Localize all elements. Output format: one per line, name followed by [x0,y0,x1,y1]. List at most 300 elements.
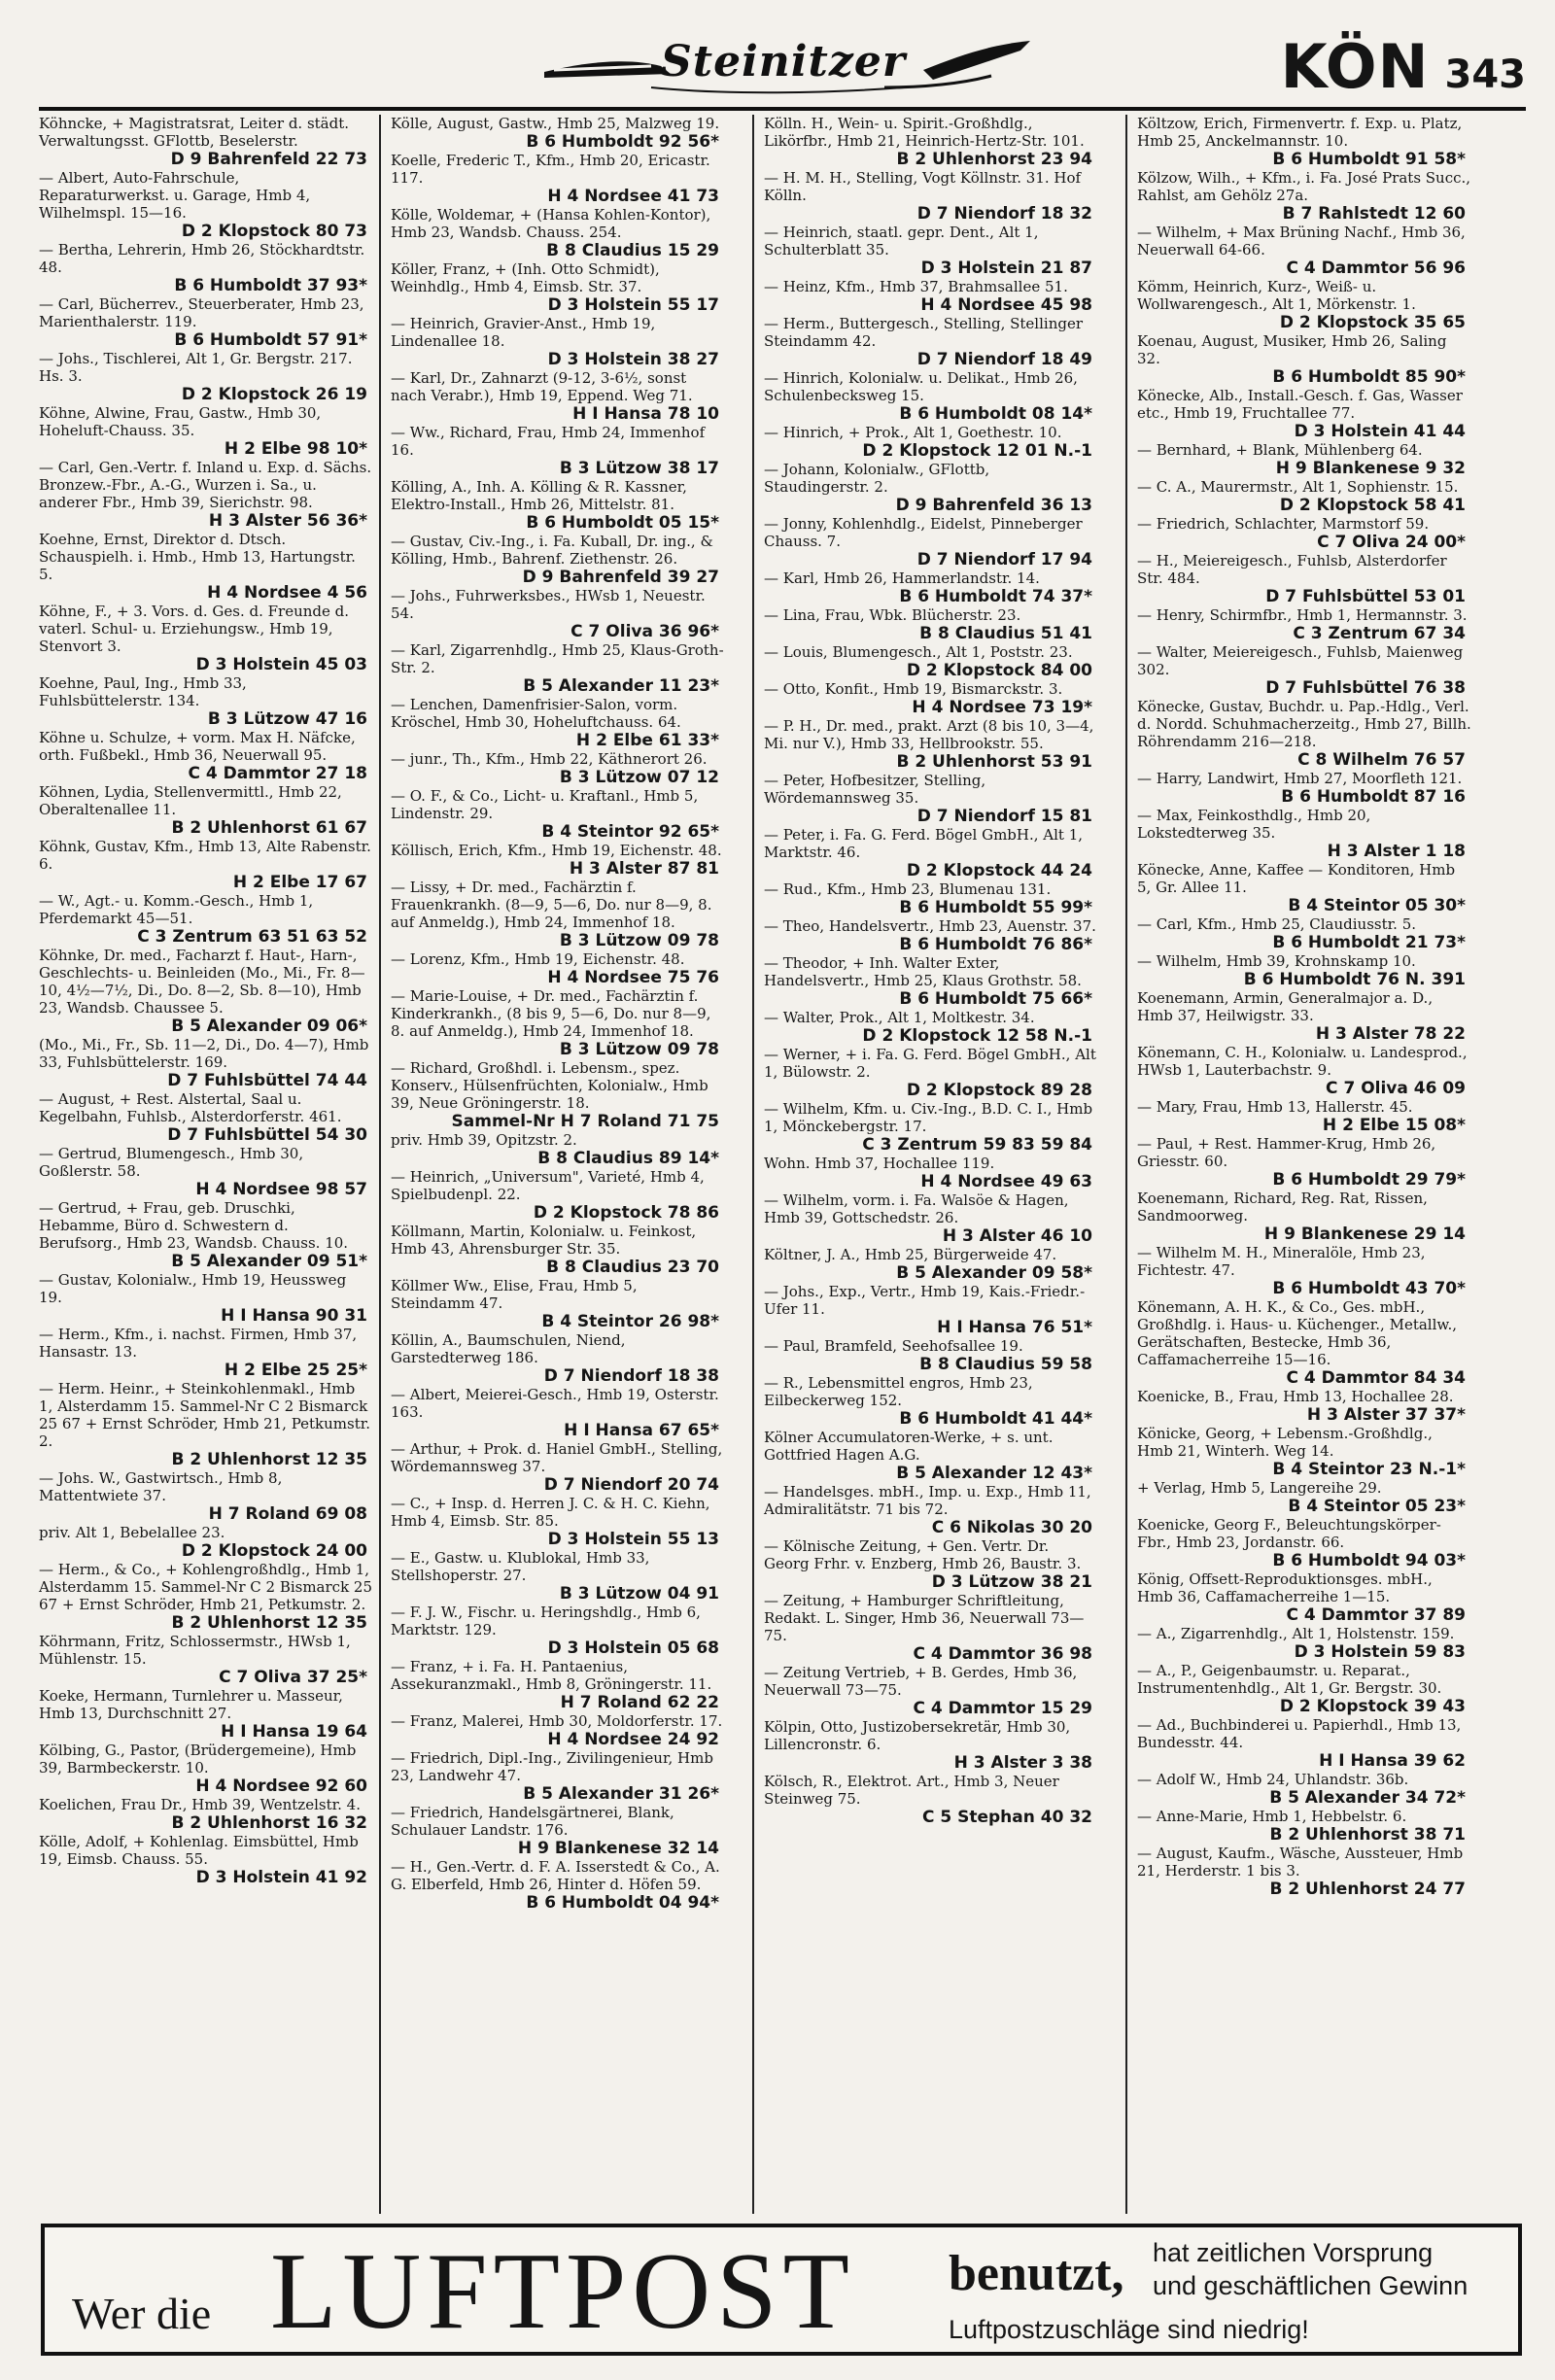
entry-text: Koenau, August, Musiker, Hmb 26, Saling 32. [1137,332,1447,367]
entry-telephone: D 3 Lützow 38 21 [931,1572,1092,1592]
entry-telephone: B 6 Humboldt 57 91* [174,330,367,350]
entry-text: Köllin, A., Baumschulen, Niend, Garstedterweg 186. [391,1331,626,1366]
entry-text: Köllmer Ww., Elise, Frau, Hmb 5, Steindamm 47. [391,1277,638,1312]
entry-text: — Walter, Prok., Alt 1, Moltkestr. 34. [764,1009,1035,1026]
entry-telephone: C 3 Zentrum 59 83 59 84 [862,1135,1092,1155]
entry-text: — Johs., Exp., Vertr., Hmb 19, Kais.-Friedr.-Ufer 11. [764,1283,1086,1318]
directory-entry [31,169,373,241]
entry-telephone: D 3 Holstein 41 44 [1294,422,1466,441]
entry-text: Köhnke, Dr. med., Facharzt f. Haut-, Harn-, Geschlechts- u. Beinleiden (Mo., Mi., Fr. 8—10, 4½—7½, Di., Do. 8—2, Sb. 8—10), Hmb 23, Wandsb. Chaussee 5. [39,947,365,1017]
directory-entry [383,1386,725,1440]
header-rule [39,107,1526,111]
directory-entry [383,1059,725,1131]
entry-text: Koelichen, Frau Dr., Hmb 39, Wentzelstr. 4. [39,1796,361,1813]
entry-text: — W., Agt.- u. Komm.-Gesch., Hmb 1, Pferdemarkt 45—51. [39,892,314,927]
entry-text: Köhncke, + Magistratsrat, Leiter d. städt. Verwaltungsst. GFlottb, Beselerstr. [39,115,350,150]
entry-telephone: D 2 Klopstock 80 73 [181,222,367,241]
entry-telephone: H 3 Alster 46 10 [942,1226,1092,1246]
entry-text: — Carl, Kfm., Hmb 25, Claudiusstr. 5. [1137,915,1417,933]
directory-entry [1129,1716,1471,1771]
entry-text: Köllisch, Erich, Kfm., Hmb 19, Eichenstr. 48. [391,842,722,859]
directory-entry [756,224,1098,278]
directory-entry [31,459,373,531]
entry-telephone: H 3 Alster 56 36* [208,511,367,531]
entry-telephone: D 9 Bahrenfeld 22 73 [170,150,367,169]
directory-entry [756,169,1098,224]
entry-telephone: B 6 Humboldt 05 15* [526,513,719,533]
directory-entry [1129,1135,1471,1190]
entry-telephone: D 9 Bahrenfeld 36 13 [895,496,1092,515]
entry-text: — junr., Th., Kfm., Hmb 22, Käthnerort 26. [391,750,708,768]
entry-text: — Peter, i. Fa. G. Ferd. Bögel GmbH., Alt 1, Marktstr. 46. [764,826,1084,861]
entry-telephone: B 4 Steintor 05 30* [1288,896,1466,915]
entry-telephone: D 3 Holstein 45 03 [195,655,367,674]
directory-entry [756,315,1098,369]
entry-telephone: D 2 Klopstock 26 19 [181,385,367,404]
entry-telephone: H 2 Elbe 98 10* [224,439,367,459]
entry-telephone: B 5 Alexander 09 58* [896,1263,1092,1283]
entry-telephone: B 6 Humboldt 94 03* [1272,1551,1466,1570]
entry-telephone: Sammel-Nr H 7 Roland 71 75 [451,1112,719,1131]
directory-entry [31,947,373,1036]
entry-text: Wohn. Hmb 37, Hochallee 119. [764,1155,995,1172]
entry-telephone: C 4 Dammtor 56 96 [1286,259,1466,278]
entry-text: — Paul, Bramfeld, Seehofsallee 19. [764,1337,1023,1355]
entry-text: — P. H., Dr. med., prakt. Arzt (8 bis 10, 3—4, Mi. nur V.), Hmb 33, Hellbrookstr. 55. [764,717,1094,752]
directory-entry [1129,224,1471,278]
entry-text: — Lenchen, Damenfrisier-Salon, vorm. Kröschel, Hmb 30, Hoheluftchauss. 64. [391,696,681,731]
directory-entry [1129,1845,1471,1899]
entry-text: Koenicke, B., Frau, Hmb 13, Hochallee 28. [1137,1388,1454,1405]
directory-entry [756,1009,1098,1046]
directory-entry [756,1429,1098,1483]
directory-entry [31,1796,373,1833]
entry-telephone: H 2 Elbe 17 67 [232,873,367,892]
ad-line-2: und geschäftlichen Gewinn [1153,2271,1469,2300]
entry-telephone: H I Hansa 67 65* [564,1421,719,1440]
entry-telephone: D 7 Fuhlsbüttel 76 38 [1265,678,1466,698]
entry-telephone: B 6 Humboldt 76 N. 391 [1243,970,1466,989]
entry-telephone: B 4 Steintor 26 98* [541,1312,719,1331]
entry-telephone: B 5 Alexander 09 06* [171,1017,367,1036]
entry-telephone: H I Hansa 39 62 [1319,1751,1466,1771]
directory-entry [756,643,1098,680]
directory-entry [383,1168,725,1223]
entry-telephone: C 4 Dammtor 27 18 [188,764,367,783]
entry-telephone: B 6 Humboldt 85 90* [1272,367,1466,387]
ad-line-1: hat zeitlichen Vorsprung [1153,2238,1434,2267]
column-4 [1129,115,1471,2214]
entry-telephone: B 6 Humboldt 29 79* [1272,1170,1466,1190]
directory-entry [756,772,1098,826]
entry-telephone: D 2 Klopstock 44 24 [906,861,1092,880]
entry-text: — Lissy, + Dr. med., Fachärztin f. Frauenkrankh. (8—9, 5—6, Do. nur 8—9, 8. auf Anmeldg.), Hmb 24, Immenhof 18. [391,879,712,931]
entry-text: Könecke, Gustav, Buchdr. u. Pap.-Hdlg., Verl. d. Nordd. Schuhmacherzeitg., Hmb 27, Billh. Röhrendamm 216—218. [1137,698,1471,750]
entry-text: — Wilhelm M. H., Mineralöle, Hmb 23, Fichtestr. 47. [1137,1244,1426,1279]
entry-text: Köhnk, Gustav, Kfm., Hmb 13, Alte Rabenstr. 6. [39,838,371,873]
directory-entry [383,369,725,424]
entry-text: (Mo., Mi., Fr., Sb. 11—2, Di., Do. 4—7), Hmb 33, Fuhlsbüttelerstr. 169. [39,1036,369,1071]
column-2 [383,115,725,2214]
entry-telephone: C 7 Oliva 36 96* [570,622,719,641]
entry-text: — August, Kaufm., Wäsche, Aussteuer, Hmb 21, Herderstr. 1 bis 3. [1137,1845,1464,1880]
directory-entry [31,1561,373,1633]
entry-telephone: C 4 Dammtor 15 29 [913,1699,1092,1718]
entry-telephone: C 7 Oliva 37 25* [219,1668,367,1687]
entry-telephone: H I Hansa 76 51* [937,1318,1092,1337]
entry-telephone: B 5 Alexander 11 23* [523,676,719,696]
entry-telephone: H I Hansa 90 31 [221,1306,367,1326]
entry-text: — Arthur, + Prok. d. Haniel GmbH., Stelling, Wördemannsweg 37. [391,1440,723,1475]
entry-text: — Johann, Kolonialw., GFlottb, Staudingerstr. 2. [764,461,990,496]
entry-text: — Richard, Großhdl. i. Lebensm., spez. Konserv., Hülsenfrüchten, Kolonialw., Hmb 39, Neue Gröningerstr. 18. [391,1059,708,1112]
directory-entry [31,531,373,603]
directory-entry [1129,698,1471,770]
directory-entry [31,1633,373,1687]
directory-entry [756,1374,1098,1429]
entry-text: Köhne, Alwine, Frau, Gastw., Hmb 30, Hoheluft-Chauss. 35. [39,404,322,439]
entry-text: Kölln. H., Wein- u. Spirit.-Großhdlg., Likörfbr., Hmb 21, Heinrich-Hertz-Str. 101. [764,115,1085,150]
entry-text: — H., Meiereigesch., Fuhlsb, Alsterdorfer Str. 484. [1137,552,1447,587]
directory-entry [756,1664,1098,1718]
entry-text: Kölling, A., Inh. A. Kölling & R. Kassner, Elektro-Install., Hmb 26, Mittelstr. 81. [391,478,687,513]
luftpost-advertisement [41,2224,1522,2356]
entry-telephone: H 4 Nordsee 98 57 [195,1180,367,1199]
directory-entry [31,1271,373,1326]
entry-telephone: D 7 Niendorf 17 94 [916,550,1092,569]
directory-entry [31,892,373,947]
entry-text: — Gustav, Civ.-Ing., i. Fa. Kuball, Dr. ing., & Kölling, Hmb., Bahrenf. Ziethenstr. 26. [391,533,713,568]
entry-telephone: B 8 Claudius 89 14* [537,1149,719,1168]
entry-text: — H., Gen.-Vertr. d. F. A. Isserstedt & Co., A. G. Elberfeld, Hmb 26, Hinter d. Höfen 59. [391,1858,720,1893]
entry-text: — Wilhelm, + Max Brüning Nachf., Hmb 36, Neuerwall 64-66. [1137,224,1466,259]
directory-entry [383,750,725,787]
directory-entry [1129,387,1471,441]
entry-text: priv. Hmb 39, Opitzstr. 2. [391,1131,577,1149]
entry-text: Kömm, Heinrich, Kurz-, Weiß- u. Wollwarengesch., Alt 1, Mörkenstr. 1. [1137,278,1416,313]
entry-telephone: D 7 Fuhlsbüttel 54 30 [167,1125,367,1145]
entry-telephone: H 4 Nordsee 24 92 [547,1730,719,1749]
directory-entry [31,1326,373,1380]
directory-entry [383,206,725,260]
entry-telephone: B 3 Lützow 07 12 [559,768,719,787]
directory-entry [1129,1808,1471,1845]
entry-text: — C., + Insp. d. Herren J. C. & H. C. Kiehn, Hmb 4, Eimsb. Str. 85. [391,1495,710,1530]
entry-text: — A., Zigarrenhdlg., Alt 1, Holstenstr. 159. [1137,1625,1455,1642]
entry-telephone: D 7 Niendorf 15 81 [916,807,1092,826]
entry-telephone: C 7 Oliva 24 00* [1317,533,1466,552]
entry-text: — Heinrich, „Universum", Varieté, Hmb 4, Spielbudenpl. 22. [391,1168,705,1203]
entry-text: Kölle, August, Gastw., Hmb 25, Malzweg 19. [391,115,720,132]
directory-entry [383,115,725,152]
running-head-keyword: KÖN [1280,31,1430,102]
directory-entry [756,369,1098,424]
entry-text: — Herm., Kfm., i. nachst. Firmen, Hmb 37, Hansastr. 13. [39,1326,358,1361]
entry-text: Koeke, Hermann, Turnlehrer u. Masseur, Hmb 13, Durchschnitt 27. [39,1687,343,1722]
directory-entry [756,1155,1098,1191]
entry-text: — Franz, + i. Fa. H. Pantaenius, Assekuranzmakl., Hmb 8, Gröningerstr. 11. [391,1658,712,1693]
entry-text: Könecke, Alb., Install.-Gesch. f. Gas, Wasser etc., Hmb 19, Fruchtallee 77. [1137,387,1463,422]
entry-telephone: D 2 Klopstock 35 65 [1279,313,1466,332]
directory-entry [383,478,725,533]
column-divider [379,115,381,2214]
entry-telephone: H 7 Roland 62 22 [560,1693,719,1712]
entry-telephone: H 3 Alster 87 81 [569,859,719,879]
entry-text: — Marie-Louise, + Dr. med., Fachärztin f. Kinderkrankh., (8 bis 9, 5—6, Do. nur 8—9, 8. auf Anmeldg.), Hmb 24, Immenhof 18. [391,987,711,1040]
directory-entry [1129,952,1471,989]
entry-text: Köllmann, Martin, Kolonialw. u. Feinkost, Hmb 43, Ahrensburger Str. 35. [391,1223,697,1258]
directory-entry [383,787,725,842]
entry-text: — E., Gastw. u. Klublokal, Hmb 33, Stellshoperstr. 27. [391,1549,650,1584]
directory-entry [1129,915,1471,952]
entry-text: — R., Lebensmittel engros, Hmb 23, Eilbeckerweg 152. [764,1374,1033,1409]
directory-entry [31,1742,373,1796]
entry-text: — Henry, Schirmfbr., Hmb 1, Hermannstr. 3. [1137,606,1468,624]
directory-entry [383,1658,725,1712]
directory-entry [1129,1388,1471,1425]
entry-telephone: B 5 Alexander 34 72* [1269,1788,1466,1808]
entry-text: — Lorenz, Kfm., Hmb 19, Eichenstr. 48. [391,950,685,968]
directory-entry [383,641,725,696]
directory-entry [1129,1516,1471,1570]
directory-entry [1129,1662,1471,1716]
directory-entry [31,1469,373,1524]
entry-text: — Wilhelm, Hmb 39, Krohnskamp 10. [1137,952,1416,970]
directory-entry [1129,1479,1471,1516]
entry-telephone: D 3 Holstein 55 17 [547,295,719,315]
directory-entry [383,1749,725,1804]
entry-telephone: B 2 Uhlenhorst 16 32 [171,1813,367,1833]
entry-text: — Johs. W., Gastwirtsch., Hmb 8, Mattentwiete 37. [39,1469,283,1504]
ad-headline: LUFTPOST [270,2231,855,2352]
running-head [1281,31,1526,102]
entry-text: Koenemann, Armin, Generalmajor a. D., Hmb 37, Heilwigstr. 33. [1137,989,1434,1024]
entry-text: Kölsch, R., Elektrot. Art., Hmb 3, Neuer Steinweg 75. [764,1773,1059,1808]
entry-telephone: H 4 Nordsee 73 19* [912,698,1092,717]
directory-entry [1129,1098,1471,1135]
entry-text: — Carl, Gen.-Vertr. f. Inland u. Exp. d. Sächs. Bronzew.-Fbr., A.-G., Wurzen i. Sa., u. anderer Fbr., Hmb 39, Sierichstr. 98. [39,459,372,511]
entry-telephone: D 3 Holstein 55 13 [547,1530,719,1549]
entry-text: — Kölnische Zeitung, + Gen. Vertr. Dr. Georg Frhr. v. Enzberg, Hmb 26, Baustr. 3. [764,1537,1082,1572]
entry-text: — Albert, Auto-Fahrschule, Reparaturwerkst. u. Garage, Hmb 4, Wilhelmspl. 15—16. [39,169,311,222]
entry-text: — Gertrud, + Frau, geb. Druschki, Hebamme, Büro d. Schwestern d. Berufsorg., Hmb 23, Wandsb. Chauss. 10. [39,1199,349,1252]
directory-entry [383,1440,725,1495]
entry-text: — O. F., & Co., Licht- u. Kraftanl., Hmb 5, Lindenstr. 29. [391,787,699,822]
directory-entry [383,424,725,478]
entry-telephone: H 4 Nordsee 4 56 [207,583,367,603]
directory-entry [756,1246,1098,1283]
page-number: 343 [1444,52,1526,97]
entry-text: — Herm., Buttergesch., Stelling, Stellinger Steindamm 42. [764,315,1084,350]
entry-text: — Karl, Zigarrenhdlg., Hmb 25, Klaus-Groth-Str. 2. [391,641,724,676]
entry-telephone: H I Hansa 19 64 [221,1722,367,1742]
directory-entry [383,1858,725,1913]
entry-telephone: B 8 Claudius 59 58 [919,1355,1092,1374]
entry-telephone: D 2 Klopstock 24 00 [181,1541,367,1561]
entry-telephone: C 5 Stephan 40 32 [921,1808,1092,1827]
page-header [39,21,1526,107]
entry-telephone: H 3 Alster 1 18 [1327,842,1466,861]
directory-columns [31,115,1528,2214]
entry-text: Kölpin, Otto, Justizobersekretär, Hmb 30, Lillencronstr. 6. [764,1718,1071,1753]
column-3 [756,115,1098,2214]
entry-text: — Gertrud, Blumengesch., Hmb 30, Goßlerstr. 58. [39,1145,304,1180]
entry-telephone: B 6 Humboldt 08 14* [899,404,1092,424]
publisher-logo [535,31,1040,99]
entry-text: — Bernhard, + Blank, Mühlenberg 64. [1137,441,1423,459]
entry-text: — Albert, Meierei-Gesch., Hmb 19, Osterstr. 163. [391,1386,719,1421]
entry-telephone: D 2 Klopstock 12 01 N.-1 [862,441,1092,461]
directory-entry [756,115,1098,169]
directory-entry [1129,1771,1471,1808]
entry-text: — Walter, Meiereigesch., Fuhlsb, Maienweg 302. [1137,643,1464,678]
directory-entry [31,404,373,459]
entry-text: Koenicke, Georg F., Beleuchtungskörper-Fbr., Hmb 23, Jordanstr. 66. [1137,1516,1441,1551]
directory-entry [1129,770,1471,807]
entry-text: — Heinz, Kfm., Hmb 37, Brahmsallee 51. [764,278,1068,295]
entry-telephone: B 6 Humboldt 91 58* [1272,150,1466,169]
entry-text: — Ad., Buchbinderei u. Papierhdl., Hmb 13, Bundesstr. 44. [1137,1716,1462,1751]
ad-verb: benutzt, [949,2246,1124,2301]
entry-telephone: D 3 Holstein 38 27 [547,350,719,369]
entry-telephone: B 6 Humboldt 87 16 [1281,787,1466,807]
entry-telephone: H 9 Blankenese 9 32 [1275,459,1466,478]
directory-entry [756,1773,1098,1827]
directory-entry [383,696,725,750]
directory-entry [31,838,373,892]
directory-entry [1129,515,1471,552]
entry-text: König, Offsett-Reproduktionsges. mbH., Hmb 36, Caffamacherreihe 1—15. [1137,1570,1433,1605]
directory-entry [31,729,373,783]
directory-entry [383,987,725,1059]
entry-telephone: B 6 Humboldt 76 86* [899,935,1092,954]
entry-telephone: D 3 Holstein 21 87 [920,259,1092,278]
entry-telephone: H 9 Blankenese 29 14 [1263,1224,1466,1244]
entry-telephone: B 5 Alexander 09 51* [171,1252,367,1271]
directory-entry [31,1687,373,1742]
entry-text: — Heinrich, staatl. gepr. Dent., Alt 1, Schulterblatt 35. [764,224,1039,259]
entry-text: Könemann, A. H. K., & Co., Ges. mbH., Großhdlg. i. Haus- u. Küchenger., Metallw., Gerätschaften, Bestecke, Hmb 36, Caffamacherreihe 15—16. [1137,1298,1457,1368]
logo-lettering: Steinitzer [661,37,906,86]
entry-telephone: D 9 Bahrenfeld 39 27 [522,568,719,587]
directory-entry [383,260,725,315]
entry-text: — H. M. H., Stelling, Vogt Köllnstr. 31. Hof Kölln. [764,169,1082,204]
entry-text: Kölzow, Wilh., + Kfm., i. Fa. José Prats Succ., Rahlst, am Gehölz 27a. [1137,169,1471,204]
directory-entry [1129,807,1471,861]
entry-text: — Handelsges. mbH., Imp. u. Exp., Hmb 11, Admiralitätstr. 71 bis 72. [764,1483,1091,1518]
entry-telephone: B 8 Claudius 15 29 [546,241,719,260]
directory-entry [756,1100,1098,1155]
entry-text: — Zeitung Vertrieb, + B. Gerdes, Hmb 36, Neuerwall 73—75. [764,1664,1078,1699]
directory-entry [756,461,1098,515]
directory-entry [756,424,1098,461]
entry-text: Köhne, F., + 3. Vors. d. Ges. d. Freunde d. vaterl. Schul- u. Erziehungsw., Hmb 19, Stenvort 3. [39,603,350,655]
directory-entry [31,783,373,838]
directory-entry [31,1380,373,1469]
entry-telephone: B 6 Humboldt 55 99* [899,898,1092,917]
entry-telephone: B 2 Uhlenhorst 24 77 [1269,1880,1466,1899]
entry-telephone: D 2 Klopstock 39 43 [1279,1697,1466,1716]
entry-text: Koelle, Frederic T., Kfm., Hmb 20, Ericastr. 117. [391,152,710,187]
entry-text: — Friedrich, Handelsgärtnerei, Blank, Schulauer Landstr. 176. [391,1804,674,1839]
directory-entry [756,569,1098,606]
ad-lead-text: Wer die [72,2289,212,2338]
entry-telephone: H 7 Roland 69 08 [208,1504,367,1524]
directory-entry [756,1718,1098,1773]
directory-entry [756,880,1098,917]
entry-telephone: B 3 Lützow 04 91 [559,1584,719,1604]
entry-telephone: D 7 Fuhlsbüttel 74 44 [167,1071,367,1090]
entry-text: Koehne, Paul, Ing., Hmb 33, Fuhlsbüttelerstr. 134. [39,674,247,709]
directory-entry [31,350,373,404]
entry-text: — Friedrich, Dipl.-Ing., Zivilingenieur, Hmb 23, Landwehr 47. [391,1749,713,1784]
entry-telephone: D 2 Klopstock 58 41 [1279,496,1466,515]
entry-telephone: B 2 Uhlenhorst 23 94 [896,150,1092,169]
column-divider [1125,115,1127,2214]
directory-entry [756,717,1098,772]
directory-entry [383,1495,725,1549]
entry-text: — Johs., Tischlerei, Alt 1, Gr. Bergstr. 217. Hs. 3. [39,350,353,385]
entry-telephone: B 2 Uhlenhorst 12 35 [171,1613,367,1633]
entry-text: — Carl, Bücherrev., Steuerberater, Hmb 23, Marienthalerstr. 119. [39,295,364,330]
entry-text: Kölner Accumulatoren-Werke, + s. unt. Gottfried Hagen A.G. [764,1429,1054,1464]
entry-telephone: B 3 Lützow 38 17 [559,459,719,478]
directory-entry [383,1804,725,1858]
directory-entry [756,1191,1098,1246]
entry-telephone: B 6 Humboldt 43 70* [1272,1279,1466,1298]
entry-text: — Paul, + Rest. Hammer-Krug, Hmb 26, Griesstr. 60. [1137,1135,1436,1170]
directory-entry [31,115,373,169]
entry-telephone: B 5 Alexander 12 43* [896,1464,1092,1483]
directory-entry [1129,1244,1471,1298]
entry-telephone: H 2 Elbe 25 25* [224,1361,367,1380]
entry-telephone: H 3 Alster 37 37* [1306,1405,1466,1425]
directory-entry [31,674,373,729]
entry-telephone: H 3 Alster 3 38 [953,1753,1092,1773]
directory-entry [31,1524,373,1561]
directory-entry [31,603,373,674]
entry-text: — Adolf W., Hmb 24, Uhlandstr. 36b. [1137,1771,1409,1788]
directory-entry [1129,1190,1471,1244]
directory-entry [383,1549,725,1604]
entry-telephone: H 4 Nordsee 49 63 [920,1172,1092,1191]
directory-entry [1129,441,1471,478]
entry-text: — Zeitung, + Hamburger Schriftleitung, Redakt. L. Singer, Hmb 36, Neuerwall 73—75. [764,1592,1085,1644]
directory-entry [756,1537,1098,1592]
entry-telephone: D 7 Fuhlsbüttel 53 01 [1265,587,1466,606]
entry-text: — Otto, Konfit., Hmb 19, Bismarckstr. 3. [764,680,1063,698]
entry-text: Kölle, Adolf, + Kohlenlag. Eimsbüttel, Hmb 19, Eimsb. Chauss. 55. [39,1833,359,1868]
directory-entry [383,1604,725,1658]
entry-text: — August, + Rest. Alstertal, Saal u. Kegelbahn, Fuhlsb., Alsterdorferstr. 461. [39,1090,342,1125]
entry-telephone: B 3 Lützow 47 16 [207,709,367,729]
entry-text: priv. Alt 1, Bebelallee 23. [39,1524,225,1541]
entry-text: — Heinrich, Gravier-Anst., Hmb 19, Lindenallee 18. [391,315,656,350]
entry-telephone: D 3 Holstein 41 92 [195,1868,367,1887]
entry-text: — A., P., Geigenbaumstr. u. Reparat., Instrumentenhdlg., Alt 1, Gr. Bergstr. 30. [1137,1662,1442,1697]
directory-entry [31,295,373,350]
entry-telephone: B 4 Steintor 05 23* [1288,1497,1466,1516]
entry-text: — Harry, Landwirt, Hmb 27, Moorfleth 121. [1137,770,1463,787]
directory-entry [756,826,1098,880]
entry-telephone: H 2 Elbe 15 08* [1322,1116,1466,1135]
entry-text: — Jonny, Kohlenhdlg., Eidelst, Pinneberger Chauss. 7. [764,515,1083,550]
entry-telephone: B 4 Steintor 23 N.-1* [1272,1460,1466,1479]
entry-telephone: C 3 Zentrum 63 51 63 52 [137,927,367,947]
directory-entry [31,1199,373,1271]
entry-telephone: C 6 Nikolas 30 20 [931,1518,1092,1537]
directory-entry [756,1337,1098,1374]
